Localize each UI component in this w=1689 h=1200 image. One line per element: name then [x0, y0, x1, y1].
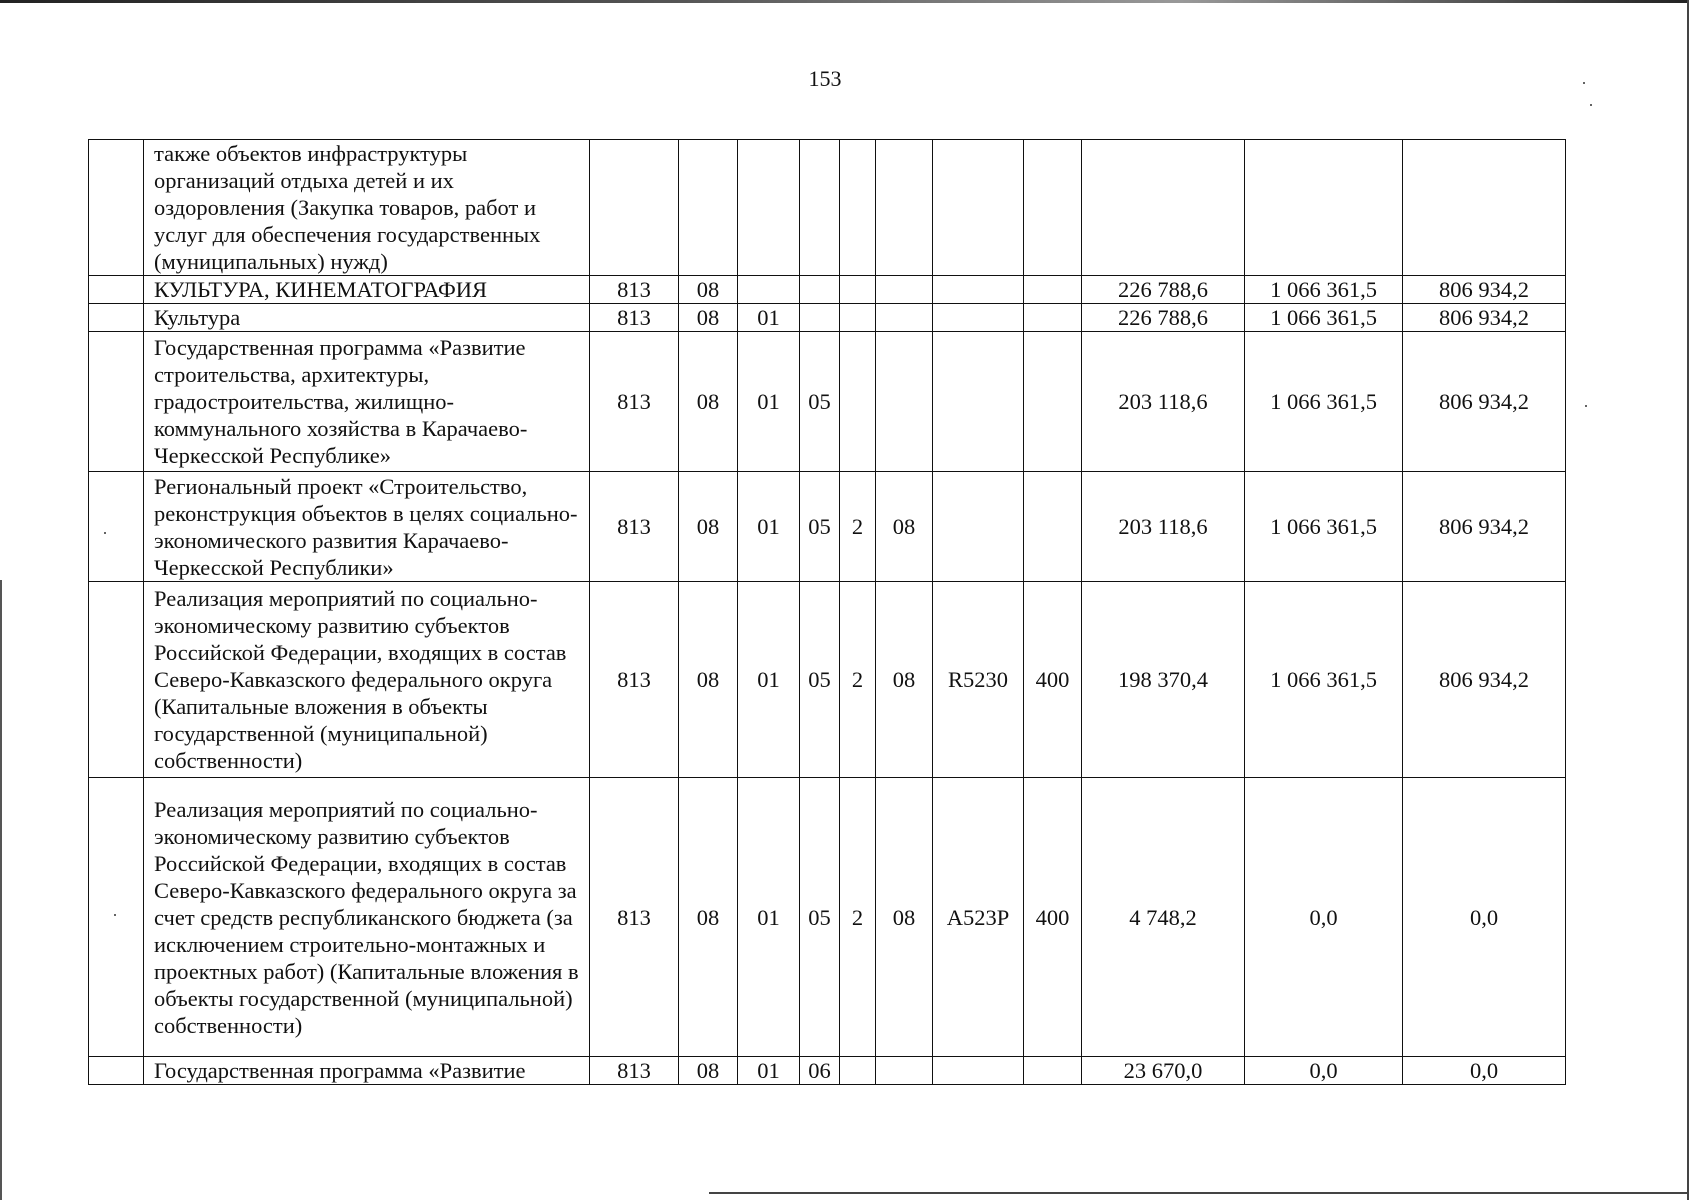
direction-code	[933, 304, 1024, 332]
expense-type-code	[1024, 1057, 1082, 1085]
row-name: Региональный проект «Строительство, реконструкция объектов в целях социально-экономического развития Карачаево-Черкесской Республики»	[144, 472, 590, 582]
section-code: 08	[679, 276, 738, 304]
amount-year-3: 806 934,2	[1403, 472, 1566, 582]
direction-code	[933, 276, 1024, 304]
table-row	[89, 778, 1566, 1057]
direction-code	[933, 1057, 1024, 1085]
amount-year-2: 0,0	[1245, 778, 1403, 1057]
subsection-code: 01	[738, 1057, 800, 1085]
program-code: 05	[800, 472, 840, 582]
program-code	[800, 140, 840, 276]
row-name: также объектов инфраструктуры организаций отдыха детей и их оздоровления (Закупка товаров, работ и услуг для обеспечения государственных (муниципальных) нужд)	[144, 140, 590, 276]
amount-year-3	[1403, 140, 1566, 276]
section-code	[679, 140, 738, 276]
subprogram-code: 2	[840, 472, 876, 582]
subprogram-code	[840, 304, 876, 332]
scan-speck	[1590, 104, 1592, 106]
ved-code: 813	[590, 276, 679, 304]
program-code: 05	[800, 778, 840, 1057]
amount-year-3: 806 934,2	[1403, 582, 1566, 778]
measure-code	[876, 332, 933, 472]
expense-type-code: 400	[1024, 582, 1082, 778]
subprogram-code: 2	[840, 778, 876, 1057]
table-row	[89, 1057, 1566, 1085]
expense-type-code	[1024, 276, 1082, 304]
amount-year-1: 203 118,6	[1082, 472, 1245, 582]
row-marker-cell	[89, 276, 144, 304]
table-row	[89, 140, 1566, 276]
program-code: 06	[800, 1057, 840, 1085]
program-code: 05	[800, 332, 840, 472]
amount-year-3: 0,0	[1403, 1057, 1566, 1085]
row-marker-cell	[89, 304, 144, 332]
amount-year-3: 806 934,2	[1403, 304, 1566, 332]
subprogram-code	[840, 332, 876, 472]
measure-code: 08	[876, 472, 933, 582]
direction-code	[933, 472, 1024, 582]
row-marker-cell	[89, 582, 144, 778]
scan-edge-bottom	[709, 1192, 1689, 1194]
table-row	[89, 304, 1566, 332]
table-row	[89, 276, 1566, 304]
expense-type-code	[1024, 332, 1082, 472]
subprogram-code	[840, 140, 876, 276]
budget-table	[88, 139, 1566, 1085]
subsection-code	[738, 276, 800, 304]
section-code: 08	[679, 778, 738, 1057]
measure-code: 08	[876, 778, 933, 1057]
ved-code: 813	[590, 582, 679, 778]
section-code: 08	[679, 472, 738, 582]
ved-code: 813	[590, 472, 679, 582]
expense-type-code: 400	[1024, 778, 1082, 1057]
scan-speck	[1585, 405, 1587, 407]
amount-year-2: 1 066 361,5	[1245, 304, 1403, 332]
expense-type-code	[1024, 472, 1082, 582]
row-name: Реализация мероприятий по социально-экономическому развитию субъектов Российской Федерации, входящих в состав Северо-Кавказского федерального округа (Капитальные вложения в объекты государственной (муниципальной) собственности)	[144, 582, 590, 778]
direction-code: R5230	[933, 582, 1024, 778]
measure-code	[876, 1057, 933, 1085]
amount-year-1: 226 788,6	[1082, 304, 1245, 332]
program-code	[800, 276, 840, 304]
direction-code	[933, 140, 1024, 276]
amount-year-1	[1082, 140, 1245, 276]
section-code: 08	[679, 1057, 738, 1085]
ved-code: 813	[590, 778, 679, 1057]
amount-year-2: 1 066 361,5	[1245, 276, 1403, 304]
row-name: Культура	[144, 304, 590, 332]
section-code: 08	[679, 304, 738, 332]
amount-year-2: 1 066 361,5	[1245, 472, 1403, 582]
amount-year-3: 0,0	[1403, 778, 1566, 1057]
table-row	[89, 472, 1566, 582]
row-marker-cell	[89, 778, 144, 1057]
amount-year-1: 4 748,2	[1082, 778, 1245, 1057]
amount-year-3: 806 934,2	[1403, 332, 1566, 472]
row-name: Реализация мероприятий по социально-экономическому развитию субъектов Российской Федерации, входящих в состав Северо-Кавказского федерального округа за счет средств республиканского бюджета (за исключением строительно-монтажных и проектных работ) (Капитальные вложения в объекты государственной (муниципальной) собственности)	[144, 778, 590, 1057]
program-code	[800, 304, 840, 332]
ved-code: 813	[590, 332, 679, 472]
program-code: 05	[800, 582, 840, 778]
direction-code: А523Р	[933, 778, 1024, 1057]
subsection-code	[738, 140, 800, 276]
amount-year-1: 23 670,0	[1082, 1057, 1245, 1085]
amount-year-2: 1 066 361,5	[1245, 332, 1403, 472]
amount-year-1: 226 788,6	[1082, 276, 1245, 304]
row-name: Государственная программа «Развитие	[144, 1057, 590, 1085]
amount-year-2: 1 066 361,5	[1245, 582, 1403, 778]
subsection-code: 01	[738, 304, 800, 332]
row-marker-cell	[89, 472, 144, 582]
table-row	[89, 332, 1566, 472]
expense-type-code	[1024, 304, 1082, 332]
subsection-code: 01	[738, 332, 800, 472]
subprogram-code	[840, 1057, 876, 1085]
subprogram-code: 2	[840, 582, 876, 778]
amount-year-3: 806 934,2	[1403, 276, 1566, 304]
row-marker-cell	[89, 332, 144, 472]
row-name: КУЛЬТУРА, КИНЕМАТОГРАФИЯ	[144, 276, 590, 304]
section-code: 08	[679, 332, 738, 472]
page-number: 153	[808, 66, 842, 91]
ved-code	[590, 140, 679, 276]
amount-year-1: 203 118,6	[1082, 332, 1245, 472]
amount-year-2: 0,0	[1245, 1057, 1403, 1085]
subsection-code: 01	[738, 582, 800, 778]
amount-year-2	[1245, 140, 1403, 276]
measure-code	[876, 304, 933, 332]
row-marker-cell	[89, 140, 144, 276]
ved-code: 813	[590, 1057, 679, 1085]
scan-edge-left	[0, 580, 2, 1200]
subsection-code: 01	[738, 778, 800, 1057]
table-row	[89, 582, 1566, 778]
measure-code	[876, 276, 933, 304]
row-marker-cell	[89, 1057, 144, 1085]
scan-edge-top	[0, 0, 1689, 3]
expense-type-code	[1024, 140, 1082, 276]
amount-year-1: 198 370,4	[1082, 582, 1245, 778]
ved-code: 813	[590, 304, 679, 332]
subsection-code: 01	[738, 472, 800, 582]
measure-code	[876, 140, 933, 276]
subprogram-code	[840, 276, 876, 304]
direction-code	[933, 332, 1024, 472]
row-name: Государственная программа «Развитие строительства, архитектуры, градостроительства, жилищно-коммунального хозяйства в Карачаево-Черкесской Республике»	[144, 332, 590, 472]
measure-code: 08	[876, 582, 933, 778]
section-code: 08	[679, 582, 738, 778]
